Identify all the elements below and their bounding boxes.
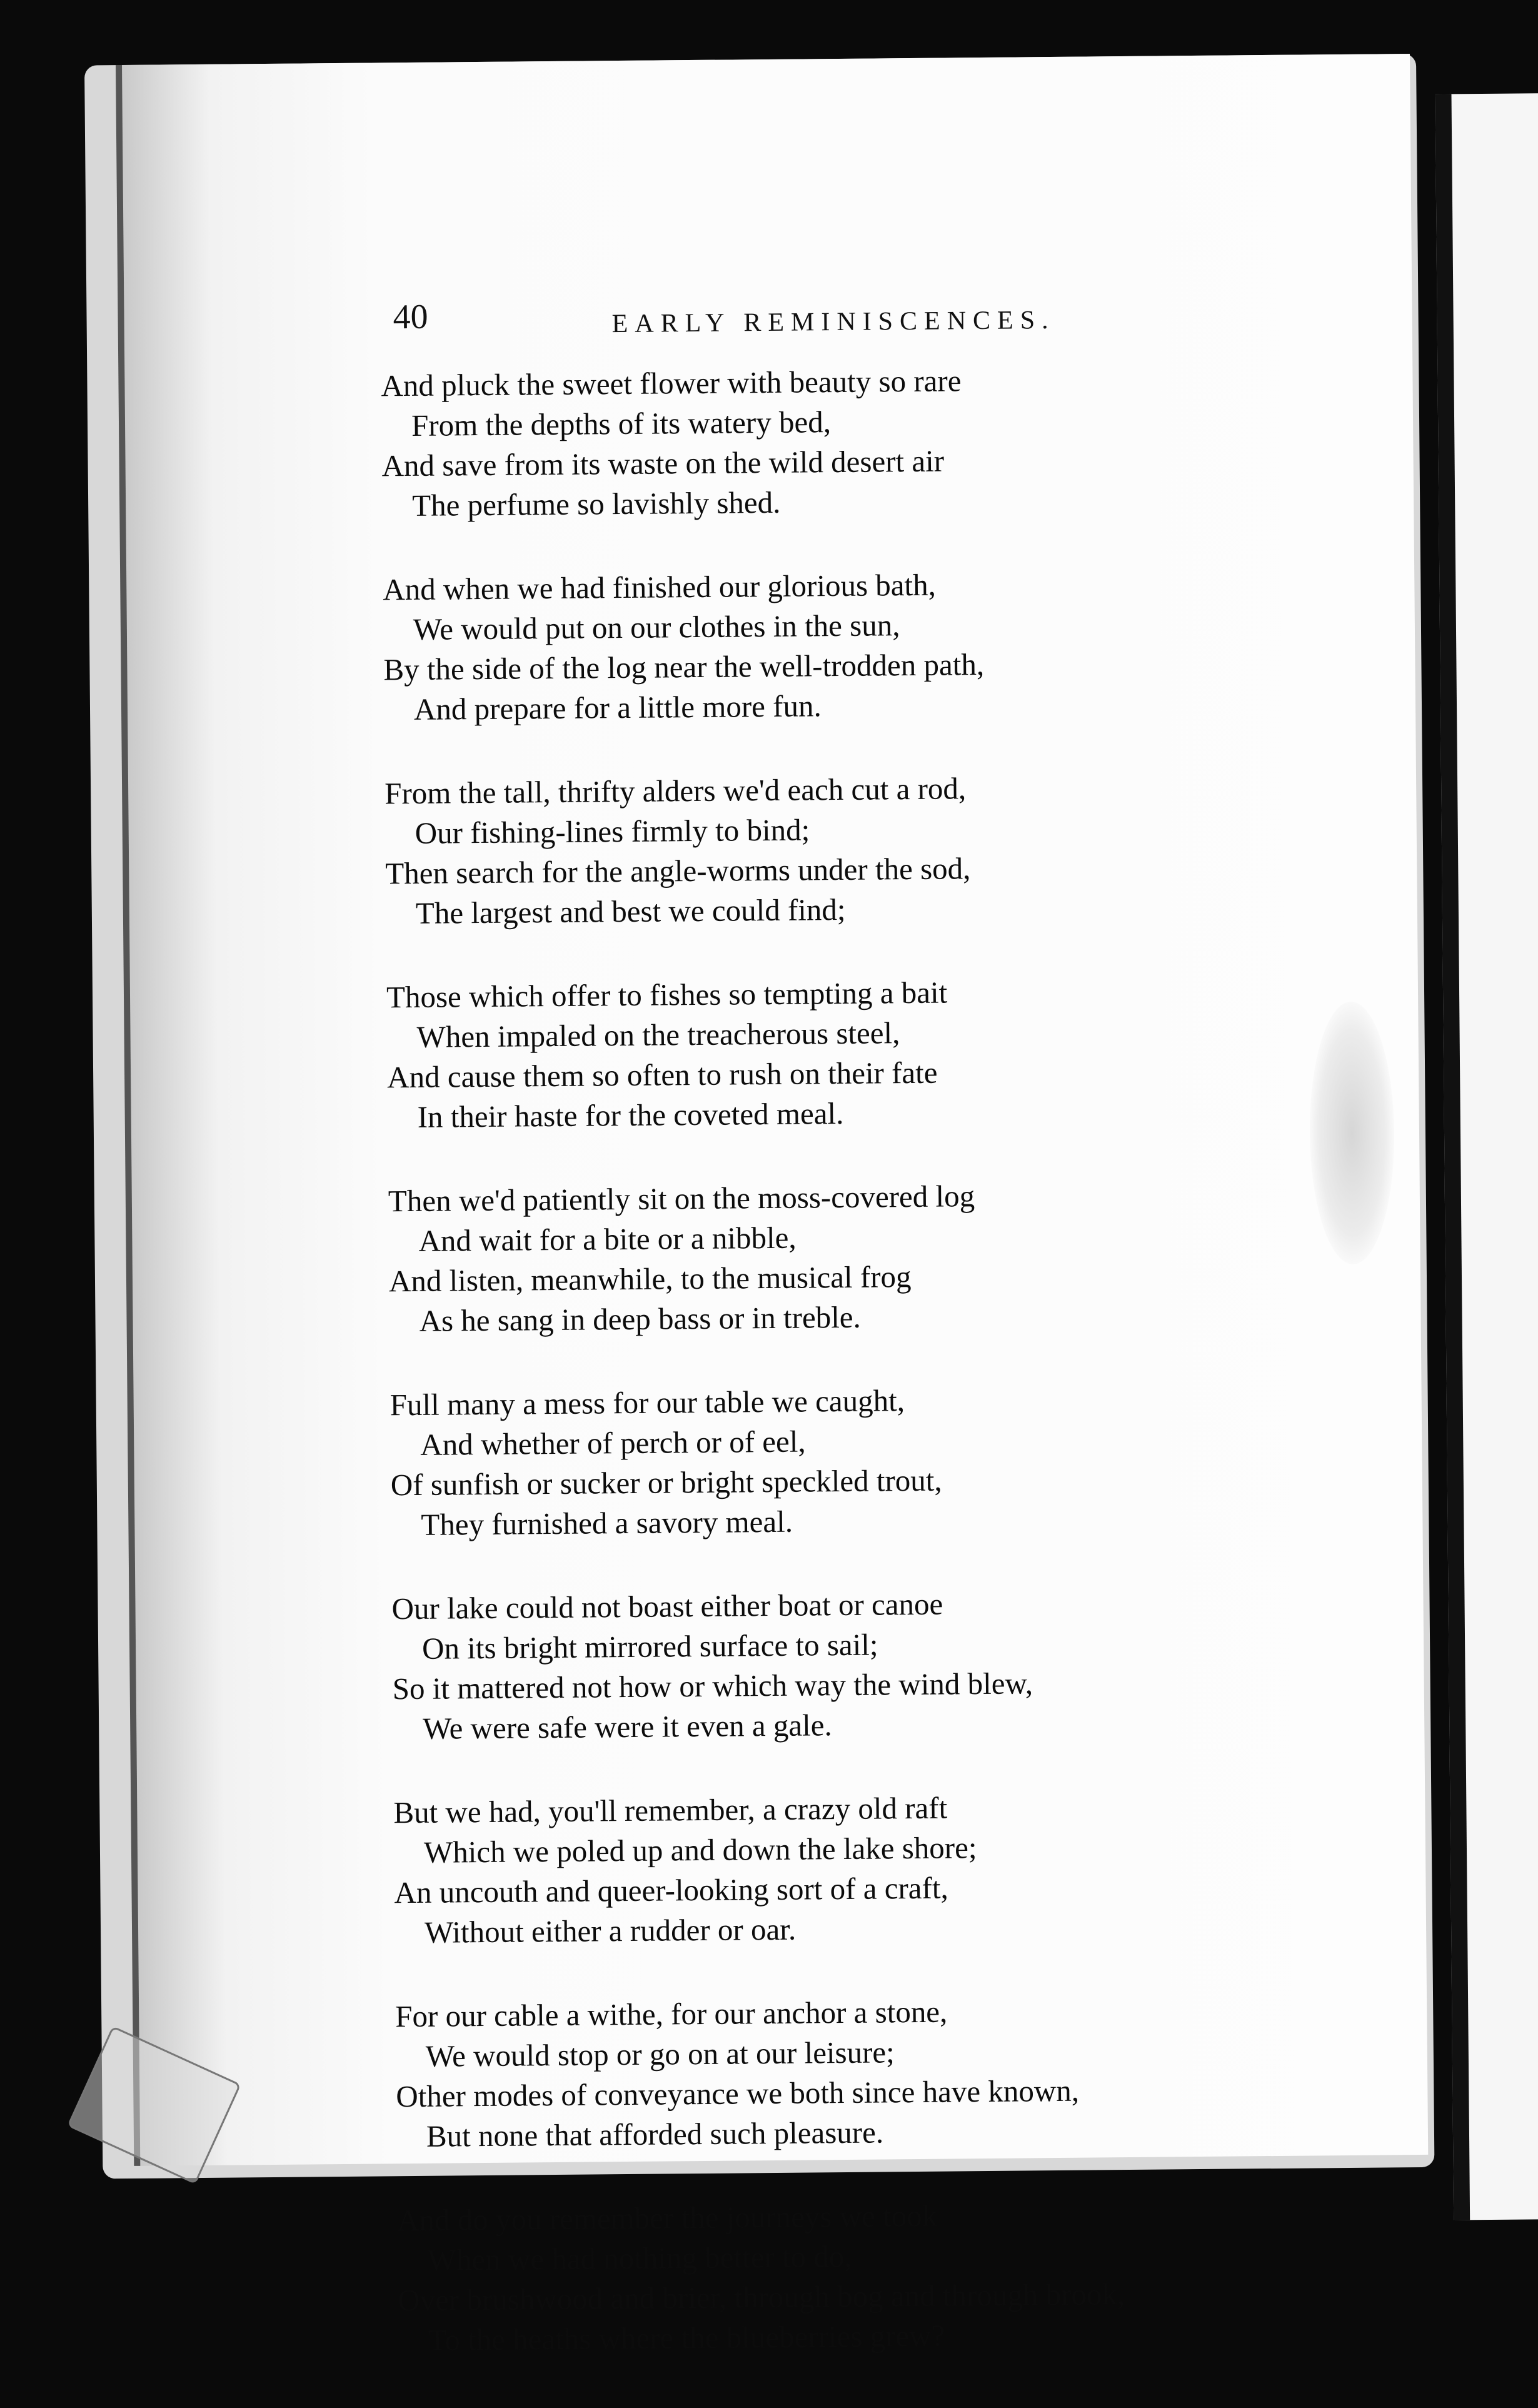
poem-line: The perfume so lavishly shed. <box>411 485 781 523</box>
poem-line: And wait for a bite or a nibble, <box>418 1220 797 1258</box>
poem-line: And do you remember the journeys we took <box>396 2198 938 2238</box>
poem-line: As he sang in deep bass or in treble. <box>419 1299 862 1338</box>
poem-line: Then search for the angle-worms under the sod, <box>385 851 971 891</box>
stanza <box>393 1785 1270 1953</box>
stanza <box>391 1581 1268 1749</box>
stanza <box>381 358 1257 526</box>
poem-line: We were safe were it even a gale. <box>423 1708 832 1746</box>
stanza <box>395 1989 1272 2157</box>
poem-line: And whether of perch or of eel, <box>420 1424 806 1462</box>
poem-line: Those which offer to fishes so tempting a bait <box>386 975 948 1015</box>
stanza <box>384 766 1261 934</box>
poem-line: And listen, meanwhile, to the musical frog <box>388 1259 912 1299</box>
poem-line: They furnished a savory meal. <box>421 1504 793 1542</box>
poem-line: When we had nothing better to do, <box>427 2239 852 2277</box>
poem-line: We would put on our clothes in the sun, <box>413 608 900 647</box>
stanza <box>386 970 1263 1137</box>
poem-line: So it mattered not how or which way the wind blew, <box>392 1666 1033 1706</box>
poem-line: On its bright mirrored surface to sail; <box>421 1627 878 1666</box>
poem-line: Our fishing-lines firmly to bind; <box>415 812 810 850</box>
poem-line: For our cable a withe, for our anchor a stone, <box>395 1994 948 2034</box>
stanza <box>383 562 1259 730</box>
poem-body <box>381 358 1274 2404</box>
stanza <box>390 1378 1266 1545</box>
poem-line: Of sunfish or sucker or bright speckled trout, <box>390 1463 942 1503</box>
page-number: 40 <box>393 297 428 337</box>
poem-line: Over brushwood and brier, through bog and through brook, <box>397 2277 1125 2318</box>
poem-line: An uncouth and queer-looking sort of a craft, <box>394 1870 948 1910</box>
poem-line: Our lake could not boast either boat or canoe <box>391 1586 943 1626</box>
poem-line: Then we'd patiently sit on the moss-covered log <box>388 1179 975 1219</box>
poem-line: Which we poled up and down the lake shore; <box>423 1830 977 1870</box>
poem-line: And save from its waste on the wild desert air <box>381 443 945 483</box>
facing-page-edge <box>1435 93 1538 2220</box>
poem-line: From the depths of its watery bed, <box>411 405 832 443</box>
poem-line: From the tall, thrifty alders we'd each cut a rod, <box>384 771 967 811</box>
poem-line: And cause them so often to rush on their fate <box>386 1055 938 1095</box>
poem-line: The largest and best we could find; <box>415 892 846 930</box>
poem-line: But we had, you'll remember, a crazy old raft <box>393 1790 948 1830</box>
poem-line: To the heaths where the blueberries grew? <box>428 2318 945 2357</box>
poem-line: We would stop or go on at our leisure; <box>425 2035 895 2073</box>
poem-line: And prepare for a little more fun. <box>413 688 822 727</box>
poem-line: Other modes of conveyance we both since have known, <box>396 2073 1080 2114</box>
poem-line: Without either a rudder or oar. <box>424 1912 797 1950</box>
running-head <box>393 290 1206 353</box>
poem-line: In their haste for the coveted meal. <box>417 1096 844 1134</box>
running-title: EARLY REMINISCENCES. <box>611 305 1055 339</box>
poem-line: When impaled on the treacherous steel, <box>416 1015 900 1054</box>
poem-line: And when we had finished our glorious bath, <box>383 567 937 607</box>
poem-line: By the side of the log near the well-trodden path, <box>383 647 985 687</box>
poem-line: Full many a mess for our table we caught, <box>390 1383 905 1423</box>
stanza <box>388 1174 1265 1341</box>
poem-line: But none that afforded such pleasure. <box>426 2115 884 2154</box>
stanza <box>397 2193 1274 2360</box>
poem-line: And pluck the sweet flower with beauty so rare <box>381 363 962 403</box>
